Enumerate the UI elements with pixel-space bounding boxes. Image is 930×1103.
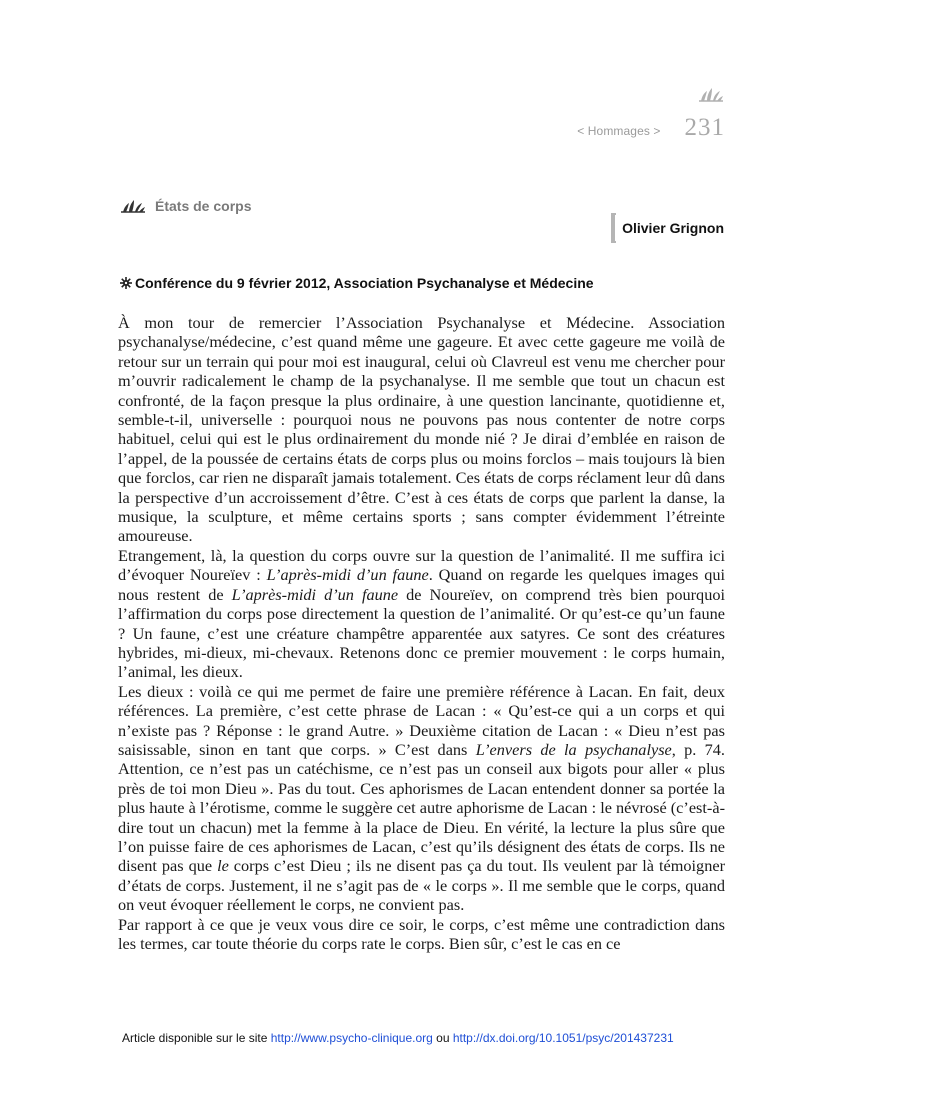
paragraph-3 [118,682,725,915]
emphasis-le: le [217,856,229,876]
paragraph-2-text-c: de Noureïev, on comprend très bien pourquoi l’affirmation du corps pose directement la question de l’animalité. Or qu’est-ce qu’un faune ? Un faune, c’est une créature champêtre apparentée aux satyres. Ce sont des créatures hybrides, mi-dieux, mi-chevaux. Retenons donc ce premier mouvement : le corps humain, l’animal, les dieux. [118,584,726,682]
work-title-envers: L’envers de la psychanalyse [475,739,672,759]
leaf-ornament-icon [698,86,724,102]
paragraph-2-text-a: Etrangement, là, la question du corps ouvre sur la question de l’animalité. Il me suffira ici d’évoquer Noureïev : [118,545,725,585]
author-block [611,213,724,243]
footer-availability [122,1031,674,1045]
paragraph-3-text-c: corps c’est Dieu ; ils ne disent pas ça du tout. Ils veulent par là témoigner d’états de corps. Justement, il ne s’agit pas de « le corps ». Il me semble que le corps, quand on veut évoquer réellement le corps, ne convient pas. [118,856,725,915]
paragraph-3-text-b: , p. 74. Attention, ce n’est pas un catéchisme, ce n’est pas un conseil aux bigots pour aller « plus près de toi mon Dieu ». Pas du tout. Ces aphorismes de Lacan entendent donner sa portée la plus haute à l’érotisme, comme le suggère cet autre aphorisme de Lacan : le névrosé (c’est-à-dire tout un chacun) met la femme à la place de Dieu. En vérité, la lecture la plus sûre que l’on puisse faire de ces aphorismes de Lacan, c’est qu’ils désignent des états de corps. Ils ne disent pas que [118,739,725,876]
footer-site-link[interactable]: http://www.psycho-clinique.org [270,1031,433,1045]
section-tag: < Hommages > [577,124,661,138]
footer-prefix: Article disponible sur le site [122,1031,271,1045]
footer-middle: ou [432,1031,453,1045]
conference-heading [120,275,594,291]
conference-title: Conférence du 9 février 2012, Association Psychanalyse et Médecine [135,275,594,291]
rubric [120,198,251,214]
author-name: Olivier Grignon [622,220,724,236]
footer-doi-link[interactable]: http://dx.doi.org/10.1051/psyc/201437231 [452,1031,674,1045]
running-header [577,114,725,142]
rubric-label: États de corps [155,198,252,214]
article-body [118,313,725,953]
paragraph-1: À mon tour de remercier l’Association Psychanalyse et Médecine. Association psychanalyse/médecine, c’est quand même une gageure. Et avec cette gageure me voilà de retour sur un terrain qui pour moi est inaugural, celui où Clavreul est venu me chercher pour m’ouvrir radicalement le champ de la psychanalyse. Il me semble que tout un chacun est confronté, de la façon presque la plus ordinaire, à une question lancinante, quotidienne et, semble-t-il, universelle : pourquoi nous ne pouvons pas nous contenter de notre corps habituel, celui qui est le plus ordinairement du monde nié ? Je dirai d’emblée en raison de l’appel, de la poussée de certains états de corps plus ou moins forclos – mais toujours là bien que forclos, car rien ne disparaît jamais totalement. Ces états de corps réclament leur dû dans la perspective d’un accroissement d’être. C’est à ces états de corps que parlent la danse, la musique, la sculpture, et même certains sports ; sans compter évidemment l’étreinte amoureuse. [118,313,725,546]
leaf-ornament-icon [120,199,146,213]
page-number: 231 [684,114,725,141]
paragraph-2 [118,546,725,682]
paragraph-2-text-b: . Quand on regarde les quelques images qui nous restent de [118,565,726,604]
paragraph-3-text-a: Les dieux : voilà ce qui me permet de faire une première référence à Lacan. En fait, deux références. La première, c’est cette phrase de Lacan : « Qu’est-ce qui a un corps et qui n’existe pas ? Réponse : le grand Autre. » Deuxième citation de Lacan : « Dieu n’est pas saisissable, sinon en tant que corps. » C’est dans [118,681,725,759]
gear-icon [120,277,132,289]
work-title-faune: L’après-midi d’un faune [266,565,429,585]
paragraph-4: Par rapport à ce que je veux vous dire ce soir, le corps, c’est même une contradiction dans les termes, car toute théorie du corps rate le corps. Bien sûr, c’est le cas en ce [118,914,725,953]
author-bracket [611,213,616,243]
work-title-faune-2: L’après-midi d’un faune [231,584,399,604]
